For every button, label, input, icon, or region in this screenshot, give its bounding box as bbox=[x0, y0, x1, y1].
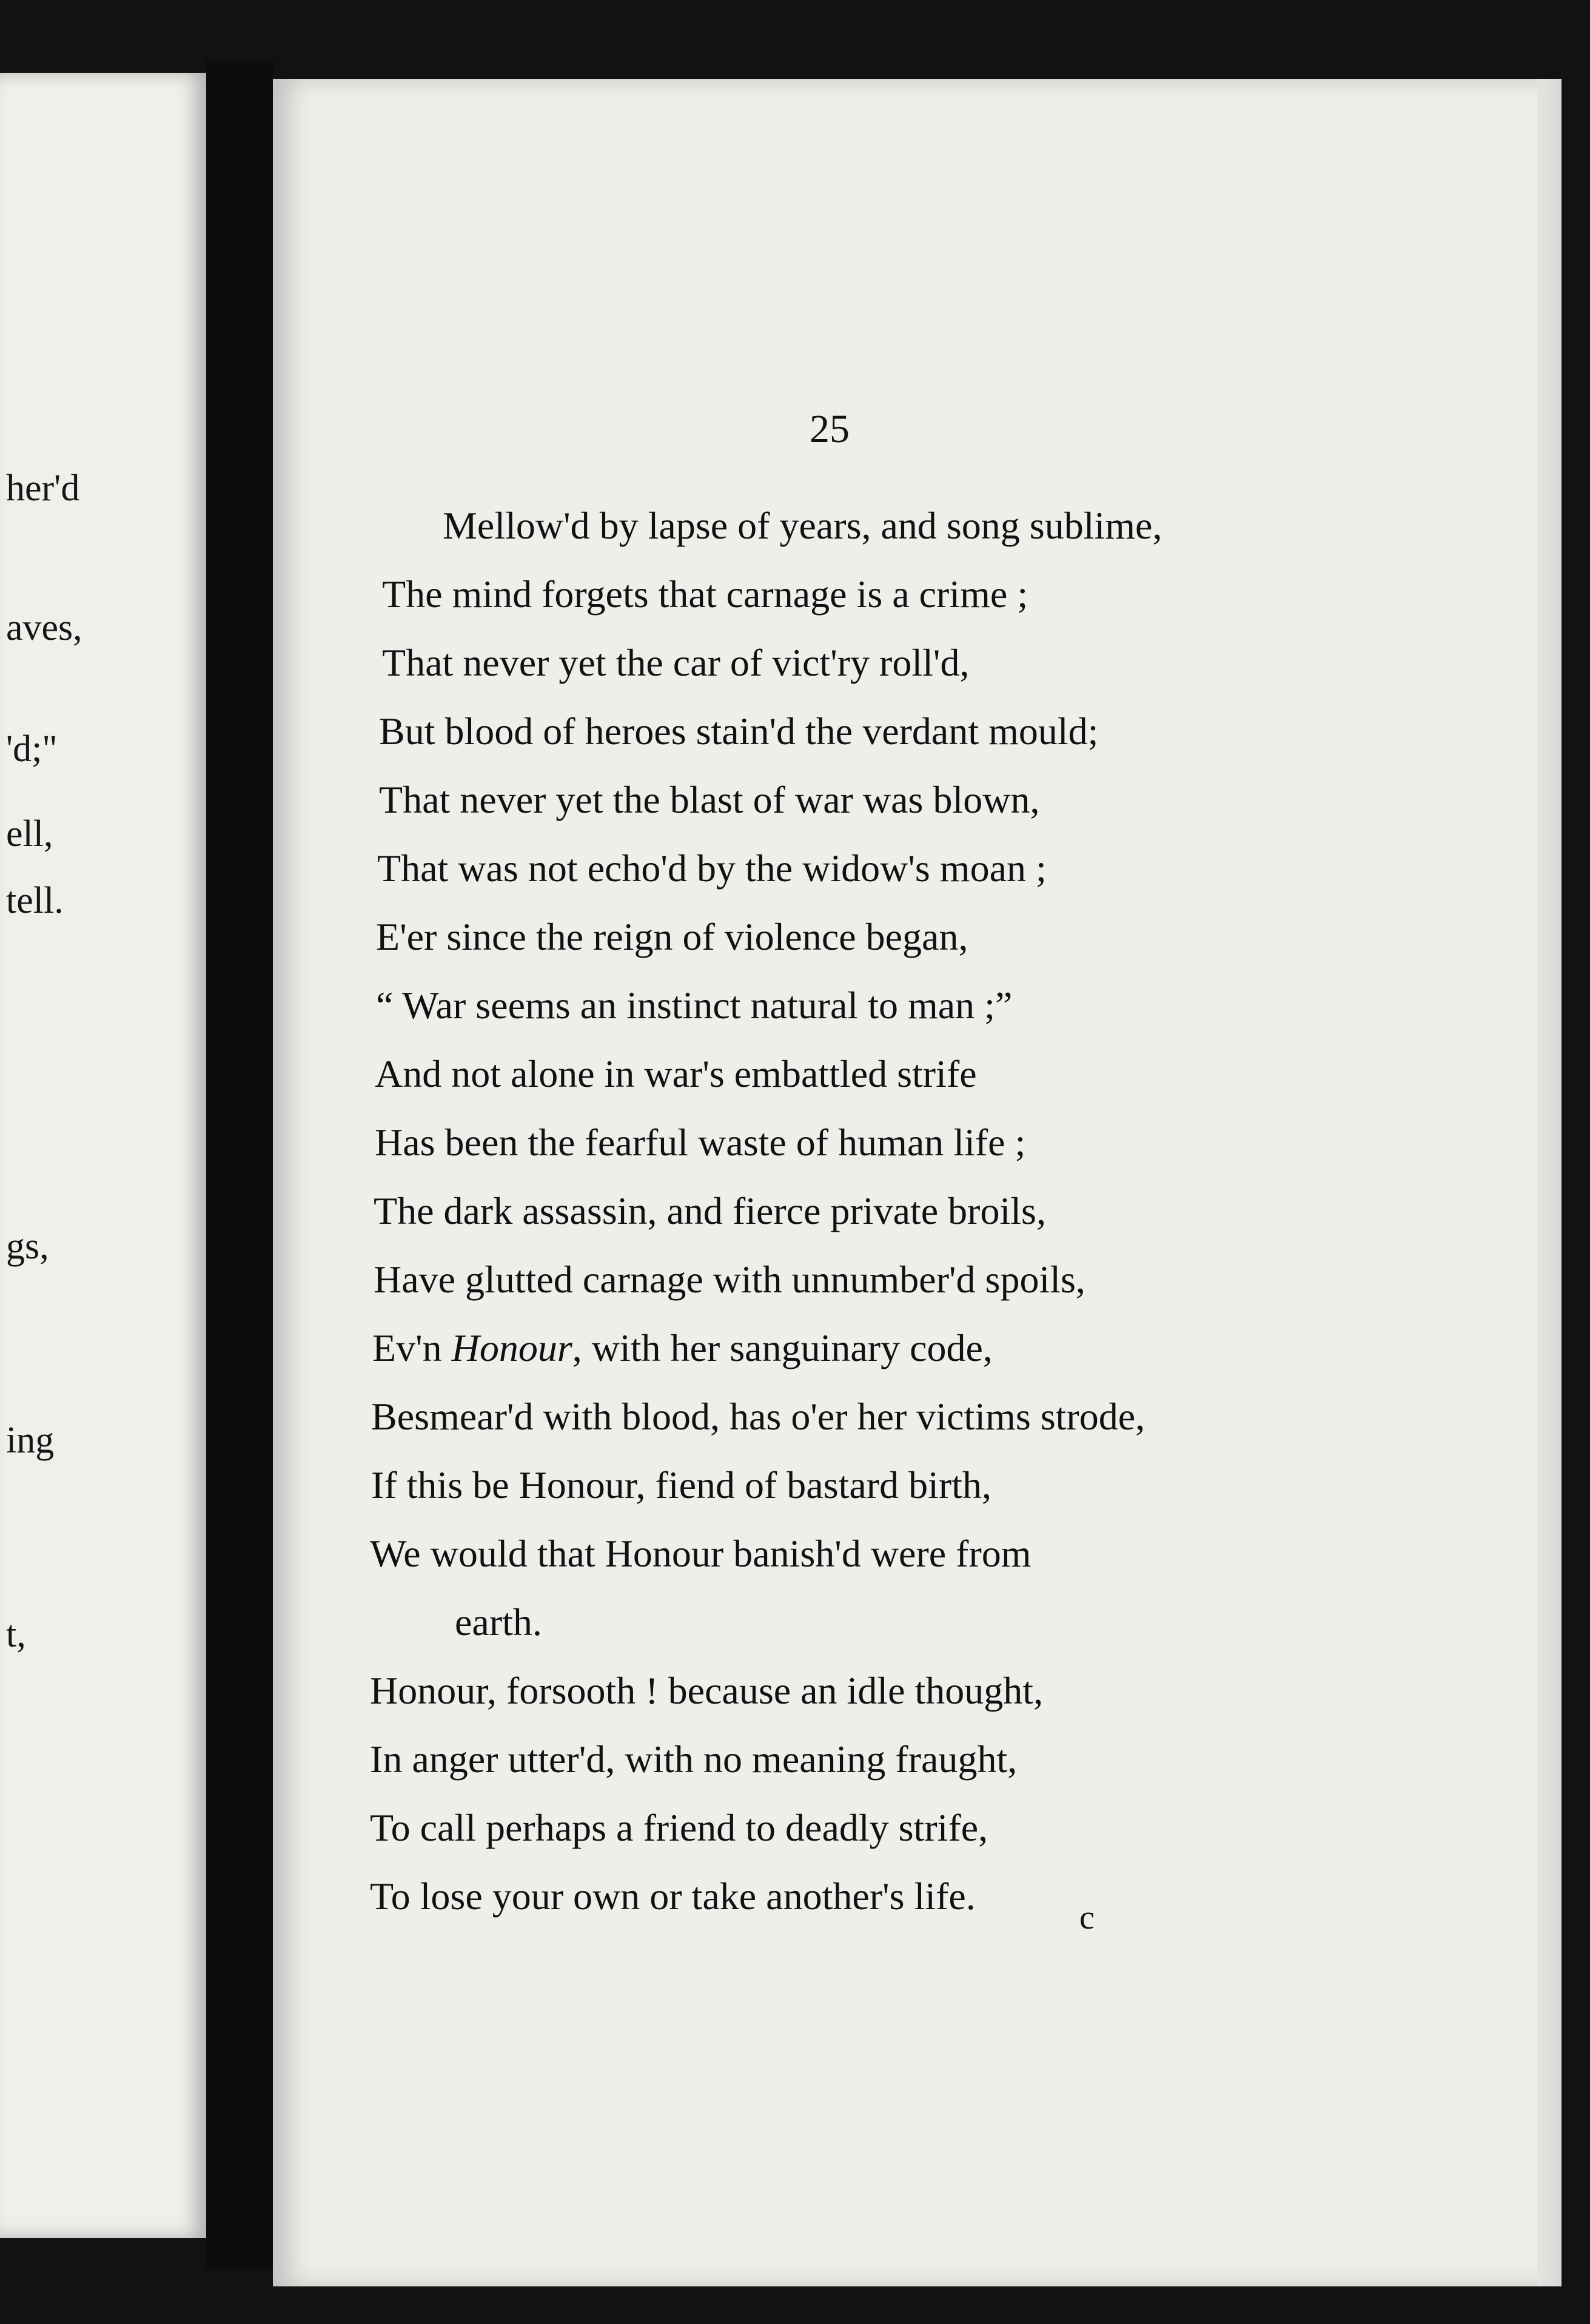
left-page-fragment: ing bbox=[6, 1420, 55, 1461]
left-page-fragment: 'd;" bbox=[6, 728, 58, 770]
poem-line: That never yet the car of vict'ry roll'd, bbox=[382, 641, 970, 684]
poem-line: To call perhaps a friend to deadly strife, bbox=[370, 1806, 988, 1849]
poem-line-continuation: earth. bbox=[455, 1600, 542, 1644]
poem-line: Besmear'd with blood, has o'er her victims strode, bbox=[371, 1395, 1146, 1438]
poem-line: In anger utter'd, with no meaning fraught, bbox=[370, 1738, 1018, 1781]
poem-line: Honour, forsooth ! because an idle thought, bbox=[370, 1669, 1044, 1712]
left-page-fragment: gs, bbox=[6, 1226, 49, 1267]
poem-line-honour bbox=[370, 1314, 1522, 1382]
poem-line: To lose your own or take another's life. bbox=[370, 1875, 976, 1918]
left-page-fragment: t, bbox=[6, 1614, 26, 1655]
honour-italic: Honour bbox=[451, 1326, 572, 1369]
left-page-fragment: her'd bbox=[6, 468, 80, 509]
left-page-fragment: aves, bbox=[6, 607, 82, 648]
poem-line: The mind forgets that carnage is a crime ; bbox=[382, 573, 1028, 616]
honour-pre: Ev'n bbox=[372, 1326, 452, 1369]
poem-line: And not alone in war's embattled strife bbox=[375, 1052, 977, 1095]
honour-post: , with her sanguinary code, bbox=[572, 1326, 993, 1369]
poem-line: That was not echo'd by the widow's moan ; bbox=[377, 847, 1047, 890]
poem-line: That never yet the blast of war was blown, bbox=[379, 778, 1040, 821]
left-page-fragment: tell. bbox=[6, 880, 64, 921]
book-gutter bbox=[206, 61, 273, 2268]
left-page-fragment: ell, bbox=[6, 813, 53, 855]
poem-line: Mellow'd by lapse of years, and song sublime, bbox=[443, 504, 1162, 547]
poem-line: But blood of heroes stain'd the verdant mould; bbox=[379, 710, 1099, 753]
poem-line: If this be Honour, fiend of bastard birth, bbox=[371, 1463, 991, 1506]
poem-line: Has been the fearful waste of human life ; bbox=[375, 1121, 1026, 1164]
poem-line: We would that Honour banish'd were from bbox=[370, 1532, 1031, 1575]
signature-mark: c bbox=[1079, 1899, 1095, 1936]
poem-line: Have glutted carnage with unnumber'd spoils, bbox=[374, 1258, 1085, 1301]
poem-line: “ War seems an instinct natural to man ;” bbox=[376, 984, 1013, 1027]
page-edge bbox=[1537, 79, 1561, 2286]
poem-line: The dark assassin, and fierce private broils, bbox=[374, 1189, 1046, 1232]
page-number: 25 bbox=[810, 407, 850, 451]
current-page bbox=[273, 79, 1561, 2286]
poem-line: E'er since the reign of violence began, bbox=[376, 915, 968, 958]
previous-page bbox=[0, 73, 206, 2238]
poem-text bbox=[370, 491, 1522, 1930]
